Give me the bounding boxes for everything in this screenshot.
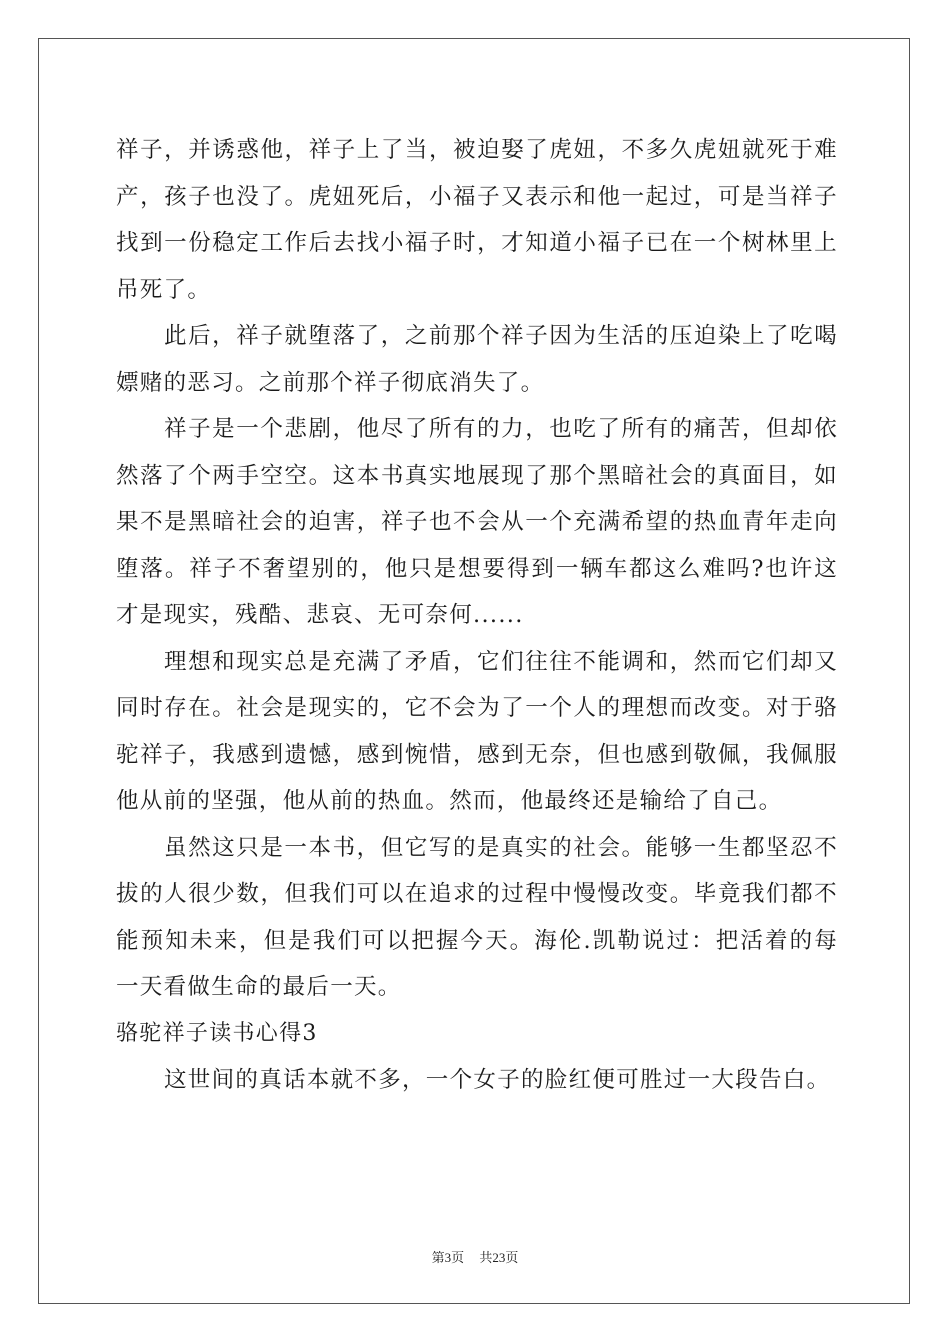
section-heading: 骆驼祥子读书心得3 [116,1020,318,1046]
page-footer [0,1247,950,1266]
paragraph: 虽然这只是一本书，但它写的是真实的社会。能够一生都坚忍不拔的人很少数，但我们可以在追求的过程中慢慢改变。毕竟我们都不能预知未来，但是我们可以把握今天。海伦.凯勒说过：把活着的每一天看做生命的最后一天。 [116,834,838,1000]
paragraph: 这世间的真话本就不多，一个女子的脸红便可胜过一大段告白。 [164,1067,831,1093]
paragraph: 理想和现实总是充满了矛盾，它们往往不能调和，然而它们却又同时存在。社会是现实的，它不会为了一个人的理想而改变。对于骆驼祥子，我感到遗憾，感到惋惜，感到无奈，但也感到敬佩，我佩服他从前的坚强，他从前的热血。然而，他最终还是输给了自己。 [116,648,838,814]
document-body [116,127,838,1104]
paragraph: 此后，祥子就堕落了，之前那个祥子因为生活的压迫染上了吃喝嫖赌的恶习。之前那个祥子彻底消失了。 [116,323,838,396]
page-number: 第3页 [431,1250,465,1265]
page-total: 共23页 [479,1250,519,1265]
paragraph-continuation: 祥子，并诱惑他，祥子上了当，被迫娶了虎妞，不多久虎妞就死于难产，孩子也没了。虎妞死后，小福子又表示和他一起过，可是当祥子找到一份稳定工作后去找小福子时，才知道小福子已在一个树林里上吊死了。 [116,137,838,303]
paragraph: 祥子是一个悲剧，他尽了所有的力，也吃了所有的痛苦，但却依然落了个两手空空。这本书真实地展现了那个黑暗社会的真面目，如果不是黑暗社会的迫害，祥子也不会从一个充满希望的热血青年走向堕落。祥子不奢望别的，他只是想要得到一辆车都这么难吗?也许这才是现实，残酷、悲哀、无可奈何...... [116,416,838,628]
